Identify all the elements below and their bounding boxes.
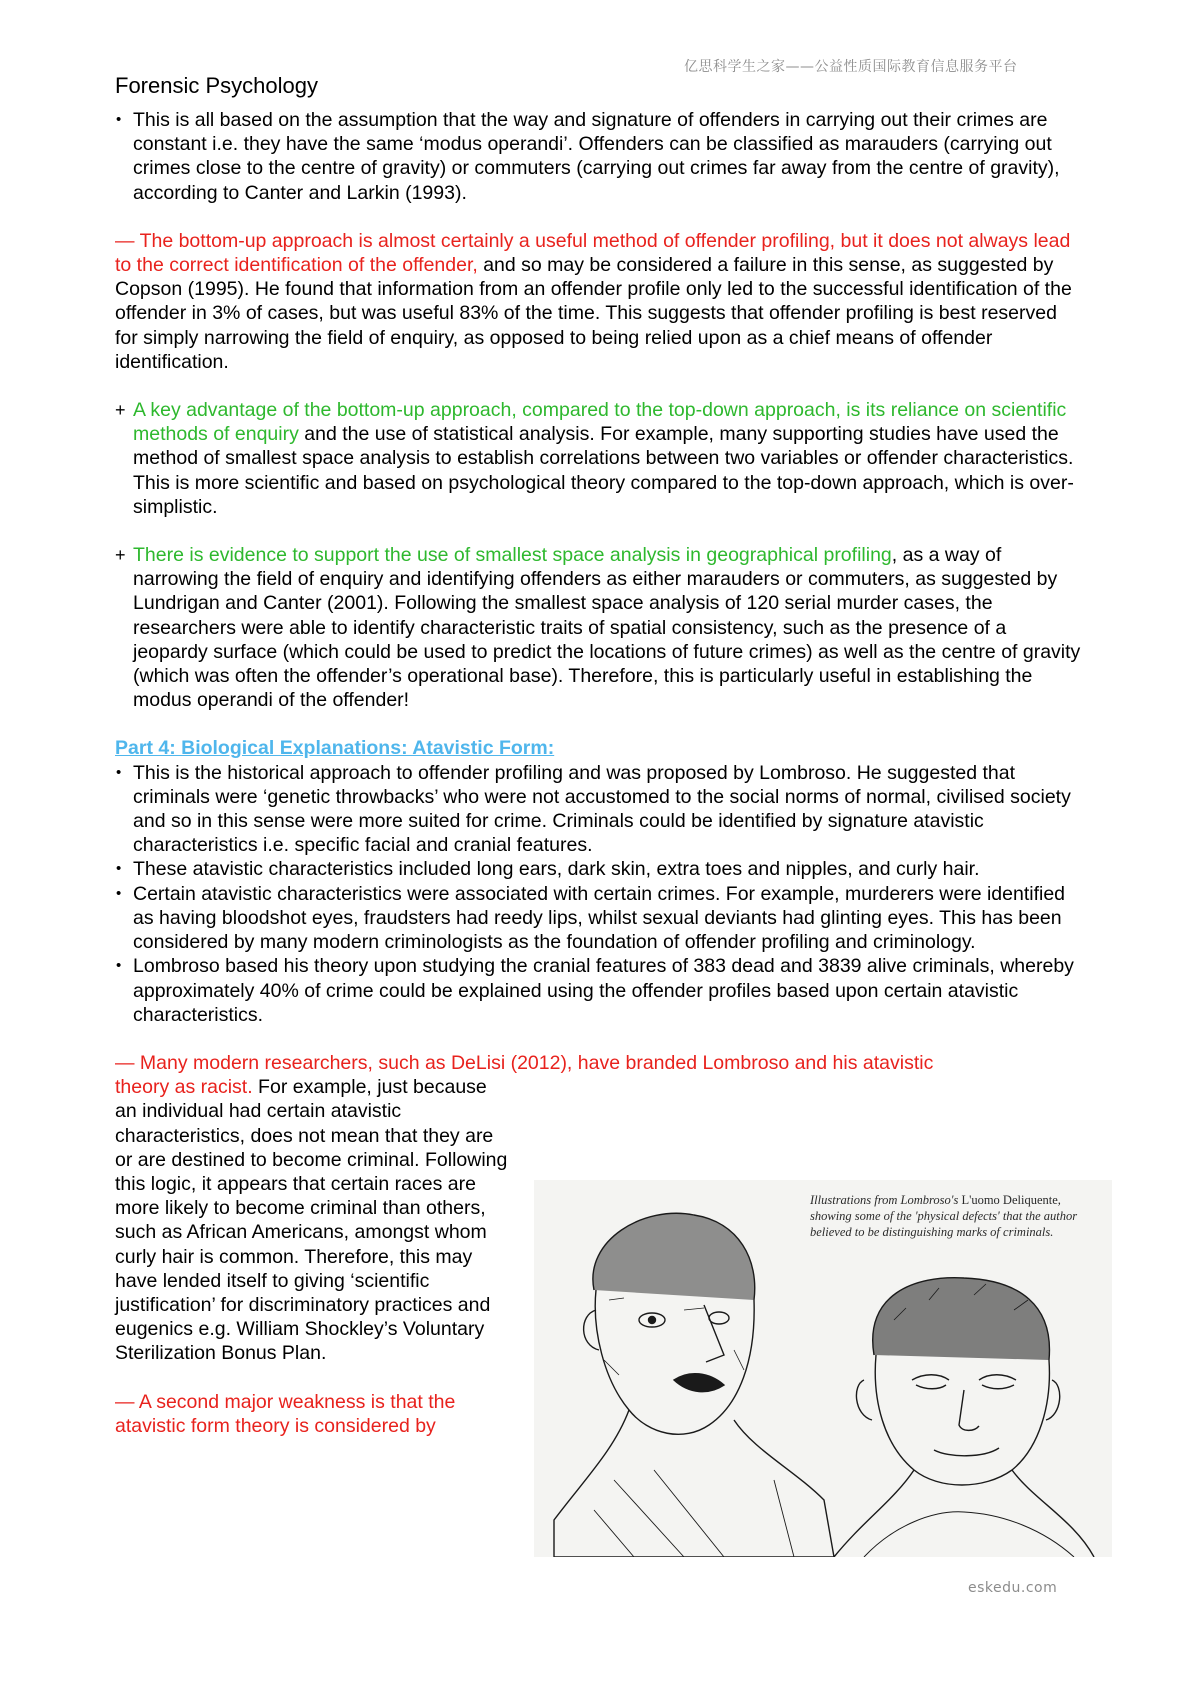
figure-caption [810,1192,1100,1240]
evaluation-negative-1 [115,229,1085,374]
intro-list [115,108,1085,205]
list-item: • This is the historical approach to offender profiling and was proposed by Lombroso. He suggested that criminals were ‘genetic throwbacks’ who were not accustomed to the social norms of normal, civilised society and so in this sense were more suited for crime. Criminals could be identified by signature atavistic characteristics i.e. specific facial and cranial features. [115,761,1085,858]
negative-point: — The bottom-up approach is almost certainly a useful method of offender profiling, but it does not always lead to the correct identification of the offender, [115,229,1071,277]
negative-point: theory as racist. [115,1076,253,1099]
caption-italic: Illustrations from Lombroso's [810,1193,959,1207]
positive-point: There is evidence to support the use of smallest space analysis in geographical profiling [133,544,892,567]
list-item: • These atavistic characteristics included long ears, dark skin, extra toes and nipples, and curly hair. [115,857,1085,881]
evaluation-negative-2-body [115,1075,510,1365]
paragraph-text: , as a way of narrowing the field of enquiry and identifying offenders as either marauders or commuters, as suggested by Lundrigan and Canter (2001). Following the smallest space analysis of 120 serial murder cases, the researchers were able to identify characteristic traits of spatial consistency, such as the presence of a jeopardy surface (which could be used to predict the locations of future crimes) as well as the centre of gravity (which was often the offender’s operational base). Therefore, this is particularly useful in establishing the modus operandi of the offender! [133,544,1081,712]
paragraph-text: and the use of statistical analysis. For example, many supporting studies have used the method of smallest space analysis to establish correlations between two variables or offender characteristics. This is more scientific and based on psychological theory compared to the top-down approach, which is over-simplistic. [133,423,1074,518]
right-portrait [834,1278,1094,1557]
section-heading-part4: Part 4: Biological Explanations: Atavistic Form: [115,737,555,760]
paragraph-text: For example, just because an individual had certain atavistic characteristics, does not mean that they are or are destined to become criminal. Following this logic, it appears that certain races are more likely to become criminal than others, such as African Americans, amongst whom curly hair is common. Therefore, this may have lended itself to giving ‘scientific justification’ for discriminatory practices and eugenics e.g. William Shockley’s Voluntary Sterilization Bonus Plan. [115,1076,508,1365]
list-item: • This is all based on the assumption that the way and signature of offenders in carrying out their crimes are constant i.e. they have the same ‘modus operandi’. Offenders can be classified as marauders (carrying out crimes close to the centre of gravity) or commuters (carrying out crimes far away from the centre of gravity), according to Canter and Larkin (1993). [115,108,1085,205]
evaluation-positive-1 [115,398,1085,519]
caption-text: , showing some of the 'physical defects' that the author believed to be distinguishing marks of criminals. [810,1193,1078,1239]
watermark: 亿思科学生之家——公益性质国际教育信息服务平台 [684,59,1018,75]
list-item: • Lombroso based his theory upon studying the cranial features of 383 dead and 3839 alive criminals, whereby approximately 40% of crime could be explained using the offender profiles based upon certain atavistic characteristics. [115,954,1085,1027]
negative-point: — A second major weakness is that the atavistic form theory is considered by [115,1390,456,1437]
caption-title: L'uomo Deliquente [958,1193,1058,1207]
plus-marker: + [115,545,126,566]
evaluation-positive-2 [115,543,1085,712]
positive-point: A key advantage of the bottom-up approach, compared to the top-down approach, is its reliance on scientific methods of enquiry [133,399,1067,446]
paragraph-text: and so may be considered a failure in this sense, as suggested by Copson (1995). He found that information from an offender profile only led to the successful identification of the offender in 3% of cases, but was useful 83% of the time. This suggests that offender profiling is best reserved for simply narrowing the field of enquiry, as opposed to being relied upon as a chief means of offender identification. [115,254,1072,373]
footer-site: eskedu.com [968,1580,1058,1596]
negative-point: — Many modern researchers, such as DeLisi (2012), have branded Lombroso and his atavistic [115,1051,934,1074]
lombroso-illustration [534,1180,1112,1557]
evaluation-negative-3 [115,1390,510,1438]
evaluation-negative-2-lead [115,1051,1085,1075]
list-item: • Certain atavistic characteristics were associated with certain crimes. For example, murderers were identified as having bloodshot eyes, fraudsters had reedy lips, whilst sexual deviants had glinting eyes. This has been considered by many modern criminologists as the foundation of offender profiling and criminology. [115,882,1085,955]
left-portrait [554,1213,834,1557]
plus-marker: + [115,400,126,421]
page-title: Forensic Psychology [115,73,318,98]
part4-list [115,761,1085,1027]
